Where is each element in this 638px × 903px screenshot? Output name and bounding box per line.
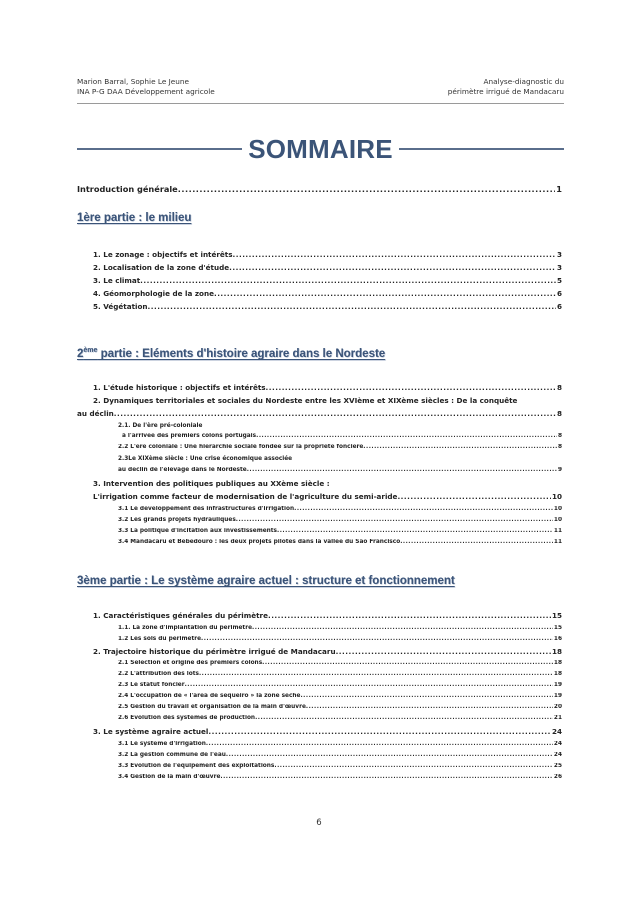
- toc-entry[interactable]: [93, 250, 562, 259]
- toc-leader-dots: [201, 636, 553, 642]
- toc-leader-dots: [397, 492, 551, 501]
- toc-entry-text[interactable]: 2. Dynamiques territoriales et sociales du Nordeste entre les XVIème et XIXème siècles : De la conquête: [93, 396, 518, 405]
- toc-entry[interactable]: [93, 727, 562, 736]
- toc-entry-text: 2.6 Evolution des systèmes de production: [118, 715, 256, 721]
- toc-entry[interactable]: [93, 611, 562, 620]
- toc-leader-dots: [277, 528, 553, 534]
- toc-page-number: 6: [556, 302, 562, 311]
- toc-page-number: 1: [556, 184, 562, 194]
- toc-page-number: 24: [553, 752, 562, 758]
- toc-leader-dots: [256, 433, 557, 439]
- toc-entry-text[interactable]: 3. Intervention des politiques publiques au XXème siècle :: [93, 479, 330, 488]
- page-number: 6: [316, 818, 322, 828]
- toc-subentry-text[interactable]: 2.3Le XIXème siècle : Une crise économique associée: [118, 456, 293, 462]
- toc-leader-dots: [274, 763, 553, 769]
- toc-entry-text: 3.2 Les grands projets hydrauliques: [118, 517, 236, 523]
- toc-leader-dots: [206, 741, 553, 747]
- page-title: SOMMAIRE: [248, 134, 393, 164]
- toc-subentry[interactable]: [118, 671, 562, 677]
- toc-page-number: 10: [553, 517, 562, 523]
- toc-leader-dots: [178, 184, 556, 194]
- toc-leader-dots: [229, 263, 556, 272]
- toc-entry-text: 3.3 La politique d'incitation aux investissements: [118, 528, 278, 534]
- toc-entry-text: 2.3 Le statut foncier: [118, 682, 185, 688]
- toc-leader-dots: [306, 704, 553, 710]
- toc-entry[interactable]: [93, 289, 562, 298]
- toc-entry[interactable]: [93, 263, 562, 272]
- toc-subentry[interactable]: [118, 539, 562, 545]
- part1-heading: 1ère partie : le milieu: [77, 212, 192, 224]
- toc-subentry[interactable]: [118, 517, 562, 523]
- toc-page-number: 15: [553, 625, 562, 631]
- toc-entry[interactable]: [93, 492, 562, 501]
- toc-leader-dots: [233, 250, 556, 259]
- toc-leader-dots: [400, 539, 553, 545]
- toc-leader-dots: [300, 693, 552, 699]
- toc-entry-text: 2.2 L'ère coloniale : Une hiérarchie sociale fondée sur la propriété foncière: [118, 444, 364, 450]
- toc-entry-text: 4. Géomorphologie de la zone: [93, 289, 214, 298]
- toc-subentry[interactable]: [122, 433, 562, 439]
- toc-subentry[interactable]: [118, 741, 562, 747]
- toc-entry-text: 2.4 L'occupation de « l'area de sequeiro » la zone sèche: [118, 693, 301, 699]
- toc-subentry[interactable]: [118, 763, 562, 769]
- toc-leader-dots: [208, 727, 551, 736]
- toc-entry-text: 2.2 L'attribution des lots: [118, 671, 199, 677]
- running-header-left: [77, 77, 215, 97]
- toc-subentry[interactable]: [118, 752, 562, 758]
- toc-entry[interactable]: [77, 409, 562, 418]
- toc-entry[interactable]: [93, 647, 562, 656]
- toc-subentry[interactable]: [118, 506, 562, 512]
- toc-page-number: 26: [553, 774, 562, 780]
- toc-page-number: 6: [556, 289, 562, 298]
- toc-page-number: 19: [553, 682, 562, 688]
- toc-page-number: 9: [557, 467, 562, 473]
- toc-subentry[interactable]: [118, 467, 562, 473]
- toc-page-number: 8: [556, 383, 562, 392]
- header-title-line1: Analyse-diagnostic du: [483, 77, 564, 86]
- toc-subentry[interactable]: [118, 704, 562, 710]
- toc-page-number: 15: [551, 611, 562, 620]
- toc-page-number: 18: [551, 647, 562, 656]
- toc-leader-dots: [185, 682, 553, 688]
- toc-page-number: 8: [557, 444, 562, 450]
- toc-entry-text: au déclin: [77, 409, 114, 418]
- toc-page-number: 11: [553, 539, 562, 545]
- title-rule-right: [399, 148, 564, 150]
- toc-leader-dots: [247, 467, 557, 473]
- toc-page-number: 16: [553, 636, 562, 642]
- toc-entry-text: 5. Végétation: [93, 302, 148, 311]
- toc-entry-text: 1. Le zonage : objectifs et intérêts: [93, 250, 233, 259]
- toc-entry-text: au déclin de l'élevage dans le Nordeste: [118, 467, 247, 473]
- toc-page-number: 18: [553, 660, 562, 666]
- toc-subentry[interactable]: [118, 682, 562, 688]
- toc-entry-text: 3.3 Evolution de l'équipement des exploitations: [118, 763, 275, 769]
- toc-leader-dots: [255, 715, 553, 721]
- toc-entry-text: 1. L'étude historique : objectifs et intérêts: [93, 383, 266, 392]
- toc-entry-text: 2.1 Sélection et origine des premiers colons: [118, 660, 263, 666]
- toc-page-number: 8: [556, 409, 562, 418]
- toc-subentry[interactable]: [118, 660, 562, 666]
- toc-leader-dots: [226, 752, 553, 758]
- toc-page-number: 10: [551, 492, 562, 501]
- toc-entry-text: 3.1 Le développement des infrastructures d'irrigation: [118, 506, 295, 512]
- toc-leader-dots: [114, 409, 556, 418]
- toc-entry-text: 3. Le système agraire actuel: [93, 727, 209, 736]
- toc-subentry[interactable]: [118, 636, 562, 642]
- part2-heading-number: 2: [77, 347, 84, 360]
- toc-page-number: 21: [553, 715, 562, 721]
- toc-page-number: 3: [556, 263, 562, 272]
- toc-page-number: 24: [551, 727, 562, 736]
- toc-subentry[interactable]: [118, 444, 562, 450]
- toc-subentry[interactable]: [118, 528, 562, 534]
- toc-leader-dots: [252, 625, 553, 631]
- toc-entry-text: 3.4 Mandacaru et Bebedouro : les deux projets pilotes dans la vallée du São Francisco: [118, 539, 401, 545]
- part3-heading: 3ème partie : Le système agraire actuel : structure et fonctionnement: [77, 575, 455, 587]
- toc-page-number: 19: [553, 693, 562, 699]
- toc-page-number: 25: [553, 763, 562, 769]
- toc-leader-dots: [262, 660, 553, 666]
- header-rule: [77, 103, 564, 104]
- toc-leader-dots: [140, 276, 556, 285]
- toc-leader-dots: [236, 517, 553, 523]
- toc-entry-text: 1.1. La zone d'implantation du périmètre: [118, 625, 252, 631]
- toc-leader-dots: [199, 671, 553, 677]
- running-header-right: [448, 77, 564, 97]
- toc-entry[interactable]: [93, 276, 562, 285]
- toc-leader-dots: [148, 302, 556, 311]
- toc-leader-dots: [363, 444, 557, 450]
- toc-page-number: 20: [553, 704, 562, 710]
- toc-entry-text: 3.1 Le système d'irrigation: [118, 741, 206, 747]
- toc-page-number: 10: [553, 506, 562, 512]
- part2-heading: [77, 347, 385, 360]
- toc-entry-text: 2. Localisation de la zone d'étude: [93, 263, 230, 272]
- toc-page-number: 3: [556, 250, 562, 259]
- toc-leader-dots: [268, 611, 551, 620]
- toc-entry-text: L'irrigation comme facteur de modernisation de l'agriculture du semi-aride: [93, 492, 398, 501]
- toc-entry-text: 3.2 La gestion commune de l'eau: [118, 752, 226, 758]
- toc-entry-text: à l'arrivée des premiers colons portugais: [122, 433, 257, 439]
- header-institution: INA P-G DAA Développement agricole: [77, 87, 215, 97]
- toc-entry[interactable]: [93, 302, 562, 311]
- toc-page-number: 24: [553, 741, 562, 747]
- toc-page-number: 11: [553, 528, 562, 534]
- toc-entry-text: 1.2 Les sols du périmètre: [118, 636, 202, 642]
- toc-leader-dots: [214, 289, 556, 298]
- part2-heading-superscript: ème: [83, 347, 98, 354]
- toc-leader-dots: [220, 774, 553, 780]
- toc-page-number: 5: [556, 276, 562, 285]
- toc-leader-dots: [336, 647, 551, 656]
- toc-entry-text: 3. Le climat: [93, 276, 141, 285]
- header-title-line2: périmètre irrigué de Mandacaru: [447, 87, 564, 97]
- toc-page-number: 8: [557, 433, 562, 439]
- toc-entry-text: 2.5 Gestion du travail et organisation de la main d'œuvre: [118, 704, 306, 710]
- toc-entry-introduction[interactable]: [77, 184, 562, 194]
- toc-entry-text: Introduction générale: [77, 184, 178, 194]
- toc-entry-text: 2. Trajectoire historique du périmètre irrigué de Mandacaru: [93, 647, 336, 656]
- toc-entry-text: 3.4 Gestion de la main d'œuvre: [118, 774, 221, 780]
- toc-entry[interactable]: [93, 383, 562, 392]
- toc-subentry-text[interactable]: 2.1. De l'ère pré-coloniale: [118, 423, 203, 429]
- title-rule-left: [77, 148, 242, 150]
- title-banner: [77, 134, 564, 164]
- header-authors: Marion Barral, Sophie Le Jeune: [77, 77, 190, 86]
- toc-entry-text: 1. Caractéristiques générales du périmètre: [93, 611, 268, 620]
- toc-subentry[interactable]: [118, 774, 562, 780]
- toc-subentry[interactable]: [118, 693, 562, 699]
- toc-leader-dots: [266, 383, 556, 392]
- part2-heading-text: partie : Eléments d'histoire agraire dans le Nordeste: [97, 347, 386, 360]
- toc-subentry[interactable]: [118, 625, 562, 631]
- toc-subentry[interactable]: [118, 715, 562, 721]
- toc-page-number: 18: [553, 671, 562, 677]
- toc-leader-dots: [294, 506, 553, 512]
